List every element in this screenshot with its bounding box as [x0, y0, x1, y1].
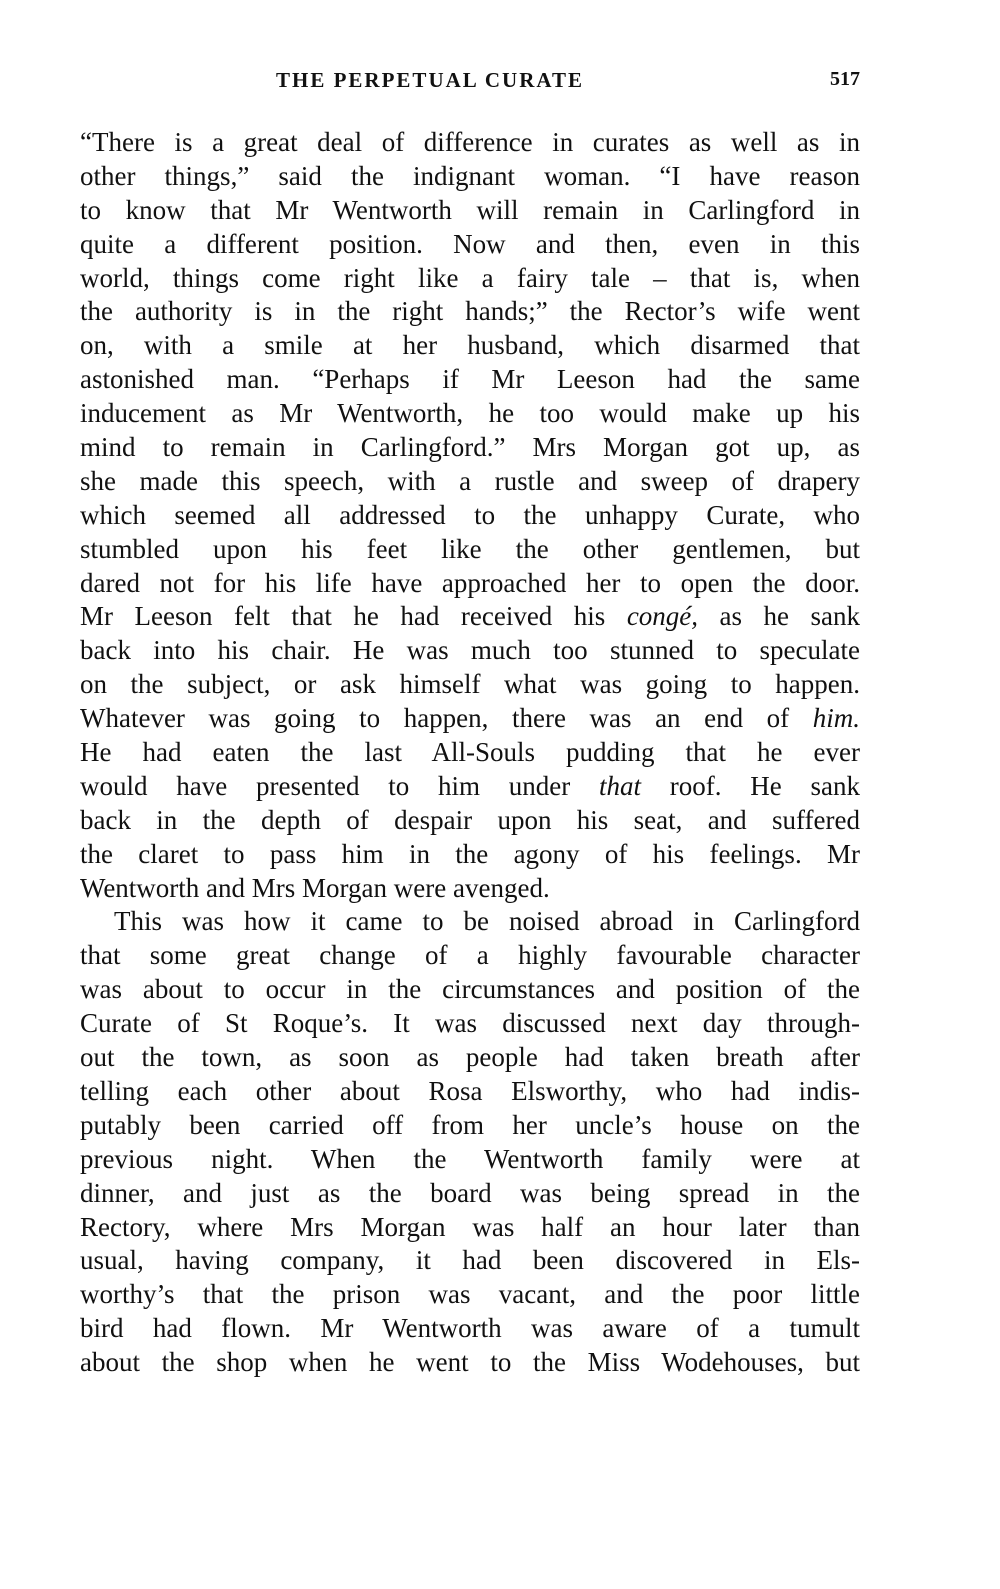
paragraph-1 [80, 126, 860, 905]
text-line: worthy’s that the prison was vacant, and the poor little [80, 1279, 860, 1310]
text-run: Whatever was going to happen, there was an end of [80, 703, 813, 734]
text-line: putably been carried off from her uncle’s house on the [80, 1109, 860, 1140]
text-line [80, 702, 860, 736]
text-line: previous night. When the Wentworth family were at [80, 1143, 860, 1174]
text-run: roof. He sank [641, 770, 860, 801]
text-line: on the subject, or ask himself what was going to happen. [80, 669, 860, 700]
text-line: bird had flown. Mr Wentworth was aware of a tumult [80, 1313, 860, 1344]
text-line: dared not for his life have approached her to open the door. [80, 567, 860, 598]
text-line: back into his chair. He was much too stunned to speculate [80, 635, 860, 666]
text-line: that some great change of a highly favourable character [80, 940, 860, 971]
text-line: “There is a great deal of difference in curates as well as in [80, 127, 860, 157]
text-line: Rectory, where Mrs Morgan was half an hour later than [80, 1211, 860, 1242]
text-line: inducement as Mr Wentworth, he too would make up his [80, 398, 860, 429]
text-line: stumbled upon his feet like the other gentlemen, but [80, 533, 860, 564]
text-line: usual, having company, it had been discovered in Els- [80, 1245, 860, 1276]
text-line: quite a different position. Now and then, even in this [80, 228, 860, 259]
text-line: telling each other about Rosa Elsworthy, who had indis- [80, 1075, 860, 1106]
text-line [80, 770, 860, 804]
text-line: Wentworth and Mrs Morgan were avenged. [80, 872, 550, 903]
text-line: the claret to pass him in the agony of his feelings. Mr [80, 838, 860, 869]
text-line: back in the depth of despair upon his seat, and suffered [80, 804, 860, 835]
text-line: the authority is in the right hands;” the Rector’s wife went [80, 296, 860, 327]
text-line: Curate of St Roque’s. It was discussed next day through- [80, 1008, 860, 1039]
text-line: on, with a smile at her husband, which disarmed that [80, 330, 860, 361]
text-line: world, things come right like a fairy tale – that is, when [80, 262, 860, 293]
text-run: Mr Leeson felt that he had received his [80, 601, 627, 632]
italic-text: congé, [626, 601, 699, 632]
text-line: He had eaten the last All-Souls pudding that he ever [80, 737, 860, 768]
page-header [80, 68, 860, 102]
italic-text: him. [812, 703, 860, 734]
text-line [80, 600, 860, 634]
text-line: to know that Mr Wentworth will remain in Carlingford in [80, 194, 860, 225]
text-line: This was how it came to be noised abroad in Carlingford [114, 906, 860, 937]
paragraph-2 [80, 905, 860, 1379]
running-title: THE PERPETUAL CURATE [276, 68, 584, 92]
text-line: out the town, as soon as people had taken breath after [80, 1042, 860, 1073]
text-line: about the shop when he went to the Miss Wodehouses, but [80, 1347, 860, 1378]
text-line: she made this speech, with a rustle and sweep of drapery [80, 465, 860, 496]
text-run: would have presented to him under [80, 770, 599, 801]
text-line: astonished man. “Perhaps if Mr Leeson had the same [80, 364, 860, 395]
italic-text: that [598, 770, 641, 801]
body-text [80, 126, 860, 1380]
page-number: 517 [830, 68, 860, 90]
text-line: dinner, and just as the board was being spread in the [80, 1177, 860, 1208]
text-run: as he sank [698, 601, 861, 632]
text-line: was about to occur in the circumstances and position of the [80, 974, 860, 1005]
text-line: mind to remain in Carlingford.” Mrs Morgan got up, as [80, 432, 860, 463]
text-line: other things,” said the indignant woman. “I have reason [80, 160, 860, 191]
text-line: which seemed all addressed to the unhappy Curate, who [80, 499, 860, 530]
